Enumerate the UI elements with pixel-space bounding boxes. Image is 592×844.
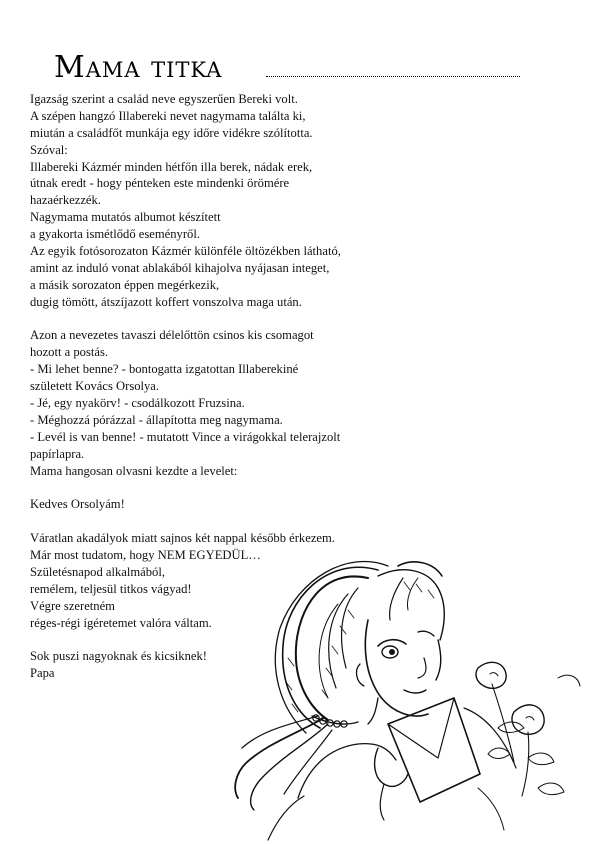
paragraph-gap — [30, 311, 410, 328]
letter-greeting — [30, 496, 410, 513]
text-line: született Kovács Orsolya. — [30, 379, 160, 394]
text-line: remélem, teljesül titkos vágyad! — [30, 581, 192, 596]
text-line: A szépen hangzó Illabereki nevet nagymama találta ki, — [30, 108, 306, 123]
paragraph-gap — [30, 479, 410, 496]
woman-with-flowers-illustration — [228, 548, 592, 844]
title-row — [54, 44, 520, 84]
text-line: - Levél is van benne! - mutatott Vince a virágokkal telerajzolt — [30, 429, 341, 444]
text-line: Papa — [30, 666, 55, 681]
text-line: Születésnapod alkalmából, — [30, 564, 165, 579]
text-line: Kedves Orsolyám! — [30, 497, 125, 512]
text-line: - Mi lehet benne? - bontogatta izgatottan Illaberekiné — [30, 362, 299, 377]
text-line: Sok puszi nagyoknak és kicsiknek! — [30, 649, 207, 664]
text-line: Nagymama mutatós albumot készített — [30, 210, 221, 225]
package-paragraph — [30, 327, 410, 479]
paragraph-gap — [30, 513, 410, 530]
text-line: Végre szeretném — [30, 598, 115, 613]
text-line: miután a családfőt munkája egy időre vidékre szólította. — [30, 125, 313, 140]
text-line: Mama hangosan olvasni kezdte a levelet: — [30, 463, 238, 478]
intro-paragraph — [30, 91, 410, 311]
text-line: Illabereki Kázmér minden hétfőn illa berek, nádak erek, — [30, 159, 313, 174]
text-line: - Méghozzá pórázzal - állapította meg nagymama. — [30, 412, 283, 427]
text-line: - Jé, egy nyakörv! - csodálkozott Fruzsina. — [30, 396, 245, 411]
text-line: a másik sorozaton éppen megérkezik, — [30, 277, 220, 292]
text-line: papírlapra. — [30, 446, 85, 461]
text-line: Azon a nevezetes tavaszi délelőttön csinos kis csomagot — [30, 328, 314, 343]
text-line: Váratlan akadályok miatt sajnos két nappal később érkezem. — [30, 531, 335, 546]
text-line: Igazság szerint a család neve egyszerűen Bereki volt. — [30, 92, 298, 106]
text-line: amint az induló vonat ablakából kihajolva nyájasan integet, — [30, 260, 330, 275]
text-line: hozott a postás. — [30, 345, 108, 360]
text-line: a gyakorta ismétlődő eseményről. — [30, 227, 200, 242]
text-line: Szóval: — [30, 142, 68, 157]
text-line: Már most tudatom, hogy NEM EGYEDÜL… — [30, 548, 261, 563]
page-title: Mama titka — [54, 50, 223, 85]
text-line: réges-régi ígéretemet valóra váltam. — [30, 615, 212, 630]
title-underline — [266, 76, 520, 77]
text-line: hazaérkezzék. — [30, 193, 101, 208]
text-line: útnak eredt - hogy pénteken este mindenki örömére — [30, 176, 290, 191]
text-line: dugig tömött, átszíjazott koffert vonszolva maga után. — [30, 294, 302, 309]
text-line: Az egyik fotósorozaton Kázmér különféle öltözékben látható, — [30, 244, 341, 259]
